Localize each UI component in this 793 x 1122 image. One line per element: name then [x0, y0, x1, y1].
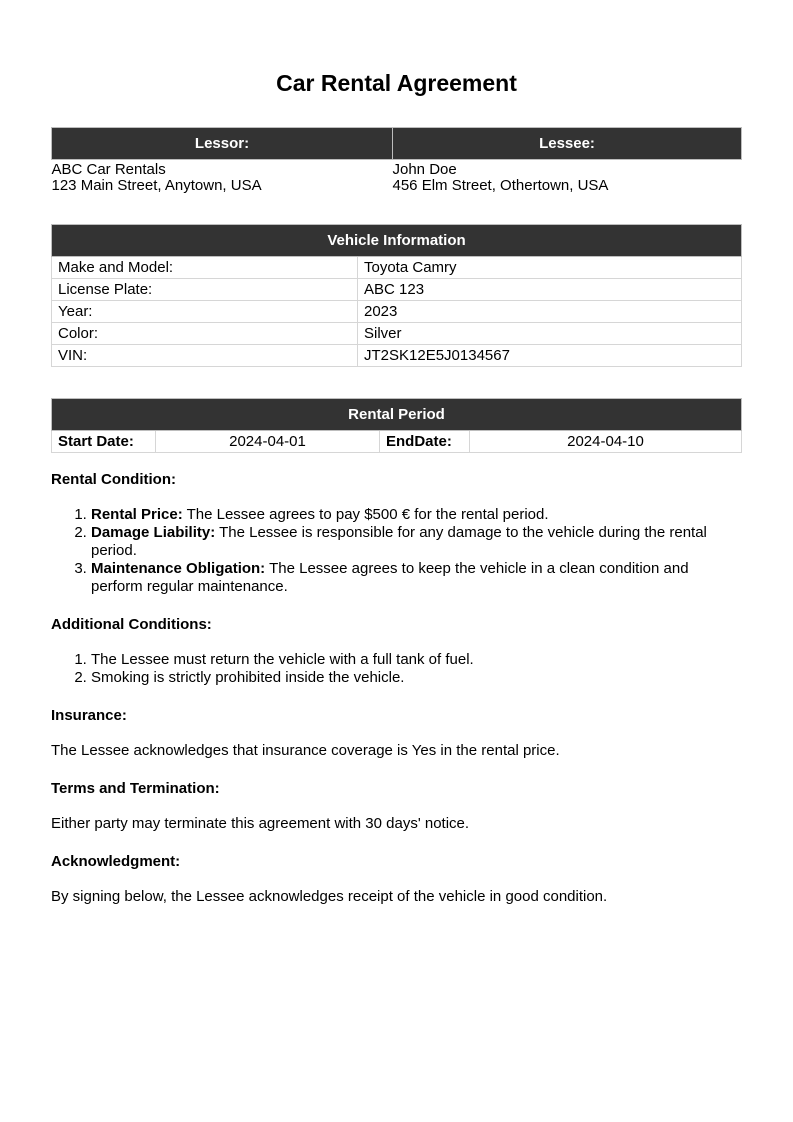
lessee-address: 456 Elm Street, Othertown, USA: [392, 177, 609, 194]
vehicle-value: ABC 123: [358, 279, 742, 301]
table-row: [52, 431, 742, 453]
additional-conditions-list: [51, 651, 742, 687]
start-date-value: 2024-04-01: [156, 431, 380, 453]
terms-text: Either party may terminate this agreement with 30 days' notice.: [51, 815, 470, 832]
insurance-text: The Lessee acknowledges that insurance coverage is Yes in the rental price.: [51, 742, 560, 759]
list-item: [91, 524, 742, 560]
additional-conditions-heading: Additional Conditions:: [51, 616, 212, 633]
vehicle-label: Make and Model:: [52, 257, 358, 279]
rental-condition-heading: Rental Condition:: [51, 471, 176, 488]
acknowledgment-heading: Acknowledgment:: [51, 853, 181, 870]
table-row: [52, 279, 742, 301]
list-item: 2. Smoking is strictly prohibited inside the vehicle.: [91, 669, 742, 687]
parties-table: [51, 127, 742, 194]
vehicle-value: Toyota Camry: [358, 257, 742, 279]
list-item: [91, 506, 742, 524]
condition-text: The Lessee is responsible for any damage to the vehicle during the rental period.: [91, 524, 707, 559]
rental-condition-list: [51, 506, 742, 596]
rental-period-header: Rental Period: [52, 399, 742, 431]
condition-title: Rental Price:: [91, 506, 183, 523]
terms-heading: Terms and Termination:: [51, 780, 220, 797]
lessor-header: Lessor:: [52, 128, 393, 160]
vehicle-value: JT2SK12E5J0134567: [358, 345, 742, 367]
start-date-label: Start Date:: [52, 431, 156, 453]
condition-title: Maintenance Obligation:: [91, 560, 266, 577]
condition-text: The Lessee agrees to pay $500 € for the rental period.: [182, 506, 549, 523]
condition-title: Damage Liability:: [91, 524, 216, 541]
lessee-cell: [393, 160, 742, 195]
list-item: [91, 560, 742, 596]
vehicle-label: Year:: [52, 301, 358, 323]
vehicle-label: Color:: [52, 323, 358, 345]
document-title: Car Rental Agreement: [276, 70, 517, 96]
vehicle-label: License Plate:: [52, 279, 358, 301]
end-date-label: EndDate:: [380, 431, 470, 453]
lessee-name: John Doe: [392, 161, 457, 178]
table-row: [52, 257, 742, 279]
condition-text: The Lessee agrees to keep the vehicle in a clean condition and perform regular maintenance.: [91, 560, 689, 595]
lessor-cell: [52, 160, 393, 195]
insurance-heading: Insurance:: [51, 707, 127, 724]
vehicle-info-table: [51, 224, 742, 367]
end-date-value: 2024-04-10: [470, 431, 742, 453]
list-item: 1. The Lessee must return the vehicle with a full tank of fuel.: [91, 651, 742, 669]
lessor-name: ABC Car Rentals: [51, 161, 166, 178]
lessor-address: 123 Main Street, Anytown, USA: [51, 177, 262, 194]
vehicle-info-header: Vehicle Information: [52, 225, 742, 257]
vehicle-label: VIN:: [52, 345, 358, 367]
vehicle-value: Silver: [358, 323, 742, 345]
rental-period-table: [51, 398, 742, 453]
lessee-header: Lessee:: [393, 128, 742, 160]
table-row: [52, 323, 742, 345]
table-row: [52, 345, 742, 367]
acknowledgment-text: By signing below, the Lessee acknowledges receipt of the vehicle in good condition.: [51, 888, 608, 905]
vehicle-value: 2023: [358, 301, 742, 323]
table-row: [52, 301, 742, 323]
